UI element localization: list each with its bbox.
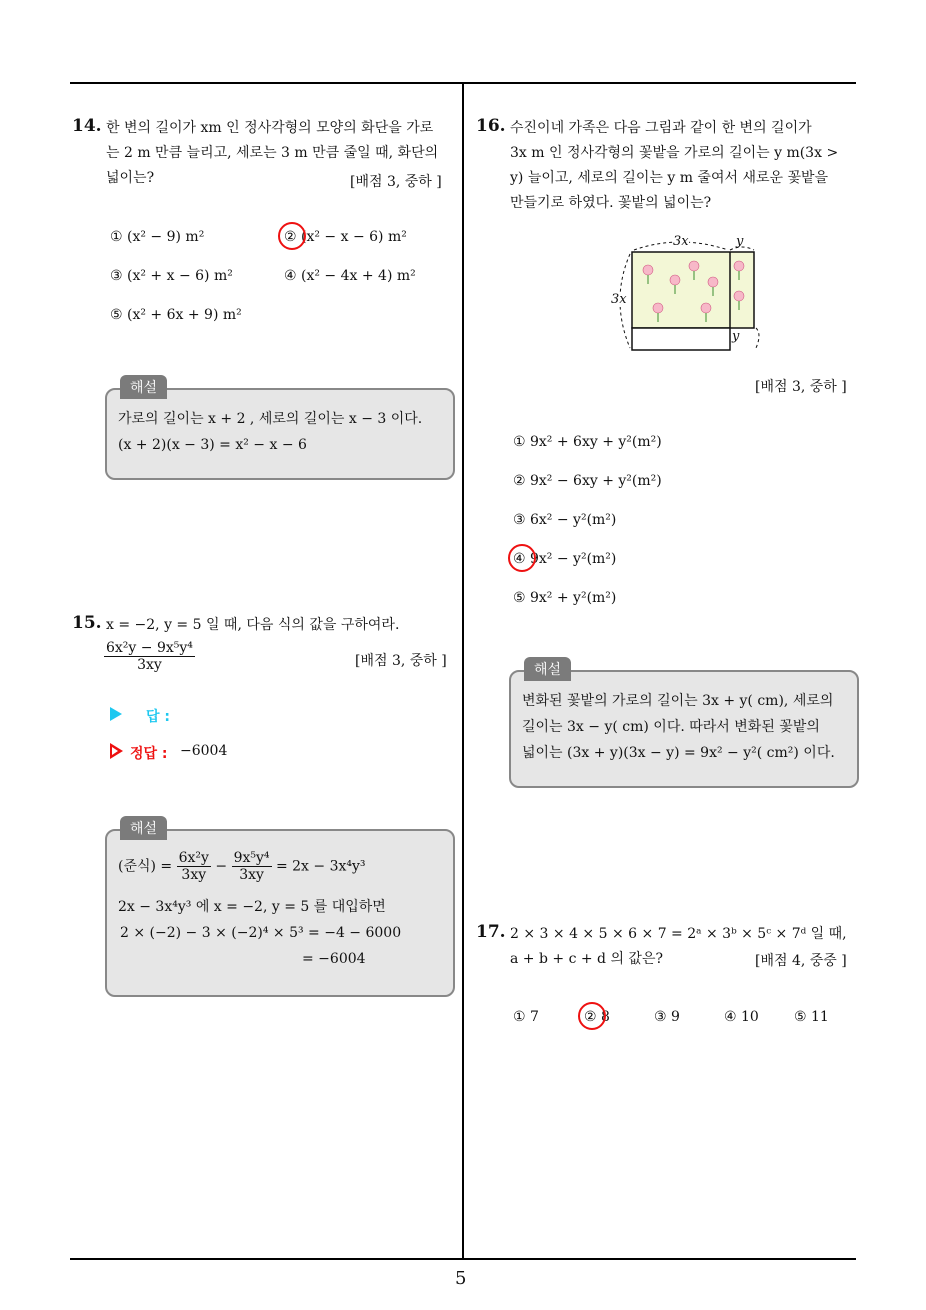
flowerbed-diagram (610, 230, 770, 360)
q16-line4: 만들기로 하였다. 꽃밭의 넓이는? (510, 195, 712, 211)
q16-label-bottom-right: y (732, 329, 740, 344)
q16-option-1[interactable]: ① 9x² + 6xy + y²(m²) (513, 434, 662, 450)
q16-number: 16. (476, 116, 506, 136)
correct-arrow-inner (112, 747, 118, 755)
q14-explanation-line1: 가로의 길이는 x + 2 , 세로의 길이는 x − 3 이다. (118, 411, 423, 427)
q16-explanation-line2: 길이는 3x − y( cm) 이다. 따라서 변화된 꽃밭의 (522, 719, 820, 735)
q16-option-3[interactable]: ③ 6x² − y²(m²) (513, 512, 617, 528)
q16-explanation-line1: 변화된 꽃밭의 가로의 길이는 3x + y( cm), 세로의 (522, 693, 834, 709)
q15-explanation-tag: 해설 (120, 816, 167, 840)
q15-explanation-lhs: (준식) = (118, 858, 173, 875)
q15-score: [배점 3, 중하 ] (355, 653, 447, 669)
bottom-rule (70, 1258, 856, 1260)
q14-score: [배점 3, 중하 ] (350, 174, 442, 190)
page-number: 5 (455, 1268, 467, 1289)
q14-option-4[interactable]: ④ (x² − 4x + 4) m² (284, 268, 416, 284)
q16-line3: y) 늘이고, 세로의 길이는 y m 줄여서 새로운 꽃밭을 (510, 170, 829, 186)
q14-explanation-tag: 해설 (120, 375, 167, 399)
q16-score: [배점 3, 중하 ] (755, 379, 847, 395)
q17-answer-mark (578, 1002, 606, 1030)
q15-explanation-f1-den: 3xy (181, 867, 207, 883)
q14-option-3[interactable]: ③ (x² + x − 6) m² (110, 268, 233, 284)
q15-explanation-line3: 2 × (−2) − 3 × (−2)⁴ × 5³ = −4 − 6000 (120, 925, 402, 941)
q16-explanation-tag: 해설 (524, 657, 571, 681)
q17-score: [배점 4, 중중 ] (755, 953, 847, 969)
q16-label-top: 3x (673, 234, 689, 249)
q15-number: 15. (72, 613, 102, 633)
q16-label-top-right: y (736, 234, 744, 249)
q14-option-2[interactable]: ② (x² − x − 6) m² (284, 229, 407, 245)
q14-line1: 한 변의 길이가 xm 인 정사각형의 모양의 화단을 가로 (106, 120, 434, 136)
q14-option-5[interactable]: ⑤ (x² + 6x + 9) m² (110, 307, 242, 323)
q17-option-2[interactable]: ② 8 (584, 1009, 610, 1025)
q15-expr-denominator: 3xy (137, 657, 162, 673)
q16-answer-mark (508, 544, 536, 572)
q17-option-4[interactable]: ④ 10 (724, 1009, 759, 1025)
q17-number: 17. (476, 922, 506, 942)
q15-explanation-line4: = −6004 (302, 951, 366, 967)
q16-option-5[interactable]: ⑤ 9x² + y²(m²) (513, 590, 617, 606)
q15-expression (104, 640, 195, 673)
q16-line1: 수진이네 가족은 다음 그림과 같이 한 변의 길이가 (510, 120, 812, 136)
answer-arrow-icon (110, 707, 122, 721)
q14-number: 14. (72, 116, 102, 136)
q15-expr-numerator: 6x²y − 9x⁵y⁴ (106, 640, 193, 656)
q14-explanation-line2: (x + 2)(x − 3) = x² − x − 6 (118, 437, 307, 453)
q15-answer-label: 답 : (146, 709, 170, 725)
q15-explanation-line1 (118, 850, 366, 883)
q16-option-2[interactable]: ② 9x² − 6xy + y²(m²) (513, 473, 662, 489)
q16-line2: 3x m 인 정사각형의 꽃밭을 가로의 길이는 y m(3x > (510, 145, 839, 161)
q15-explanation-f2-den: 3xy (239, 867, 264, 883)
q15-correct-label: 정답 : (130, 746, 168, 762)
q17-option-5[interactable]: ⑤ 11 (794, 1009, 829, 1025)
q16-flowerbed-figure (610, 230, 770, 360)
q16-explanation-line3: 넓이는 (3x + y)(3x − y) = 9x² − y²( cm²) 이다. (522, 745, 835, 761)
q15-explanation-minus: − (215, 858, 228, 875)
q14-option-1[interactable]: ① (x² − 9) m² (110, 229, 205, 245)
q15-explanation-f1-num: 6x²y (178, 850, 209, 866)
q15-explanation-line2: 2x − 3x⁴y³ 에 x = −2, y = 5 를 대입하면 (118, 899, 386, 915)
q15-line1: x = −2, y = 5 일 때, 다음 식의 값을 구하여라. (106, 617, 400, 633)
q15-explanation-rhs: = 2x − 3x⁴y³ (275, 858, 366, 875)
q14-line2: 는 2 m 만큼 늘리고, 세로는 3 m 만큼 줄일 때, 화단의 (106, 145, 439, 161)
q16-label-left: 3x (611, 292, 627, 307)
q14-line3: 넓이는? (106, 170, 155, 186)
q17-line1: 2 × 3 × 4 × 5 × 6 × 7 = 2ᵃ × 3ᵇ × 5ᶜ × 7ᵈ 일 때, (510, 926, 847, 942)
q17-option-1[interactable]: ① 7 (513, 1009, 539, 1025)
q14-answer-mark (278, 222, 306, 250)
q17-line2: a + b + c + d 의 값은? (510, 951, 663, 967)
q15-correct-value: −6004 (180, 743, 228, 759)
q16-option-4[interactable]: ④ 9x² − y²(m²) (513, 551, 617, 567)
q17-option-3[interactable]: ③ 9 (654, 1009, 680, 1025)
q15-explanation-f2-num: 9x⁵y⁴ (233, 850, 270, 866)
column-divider (462, 82, 464, 1260)
